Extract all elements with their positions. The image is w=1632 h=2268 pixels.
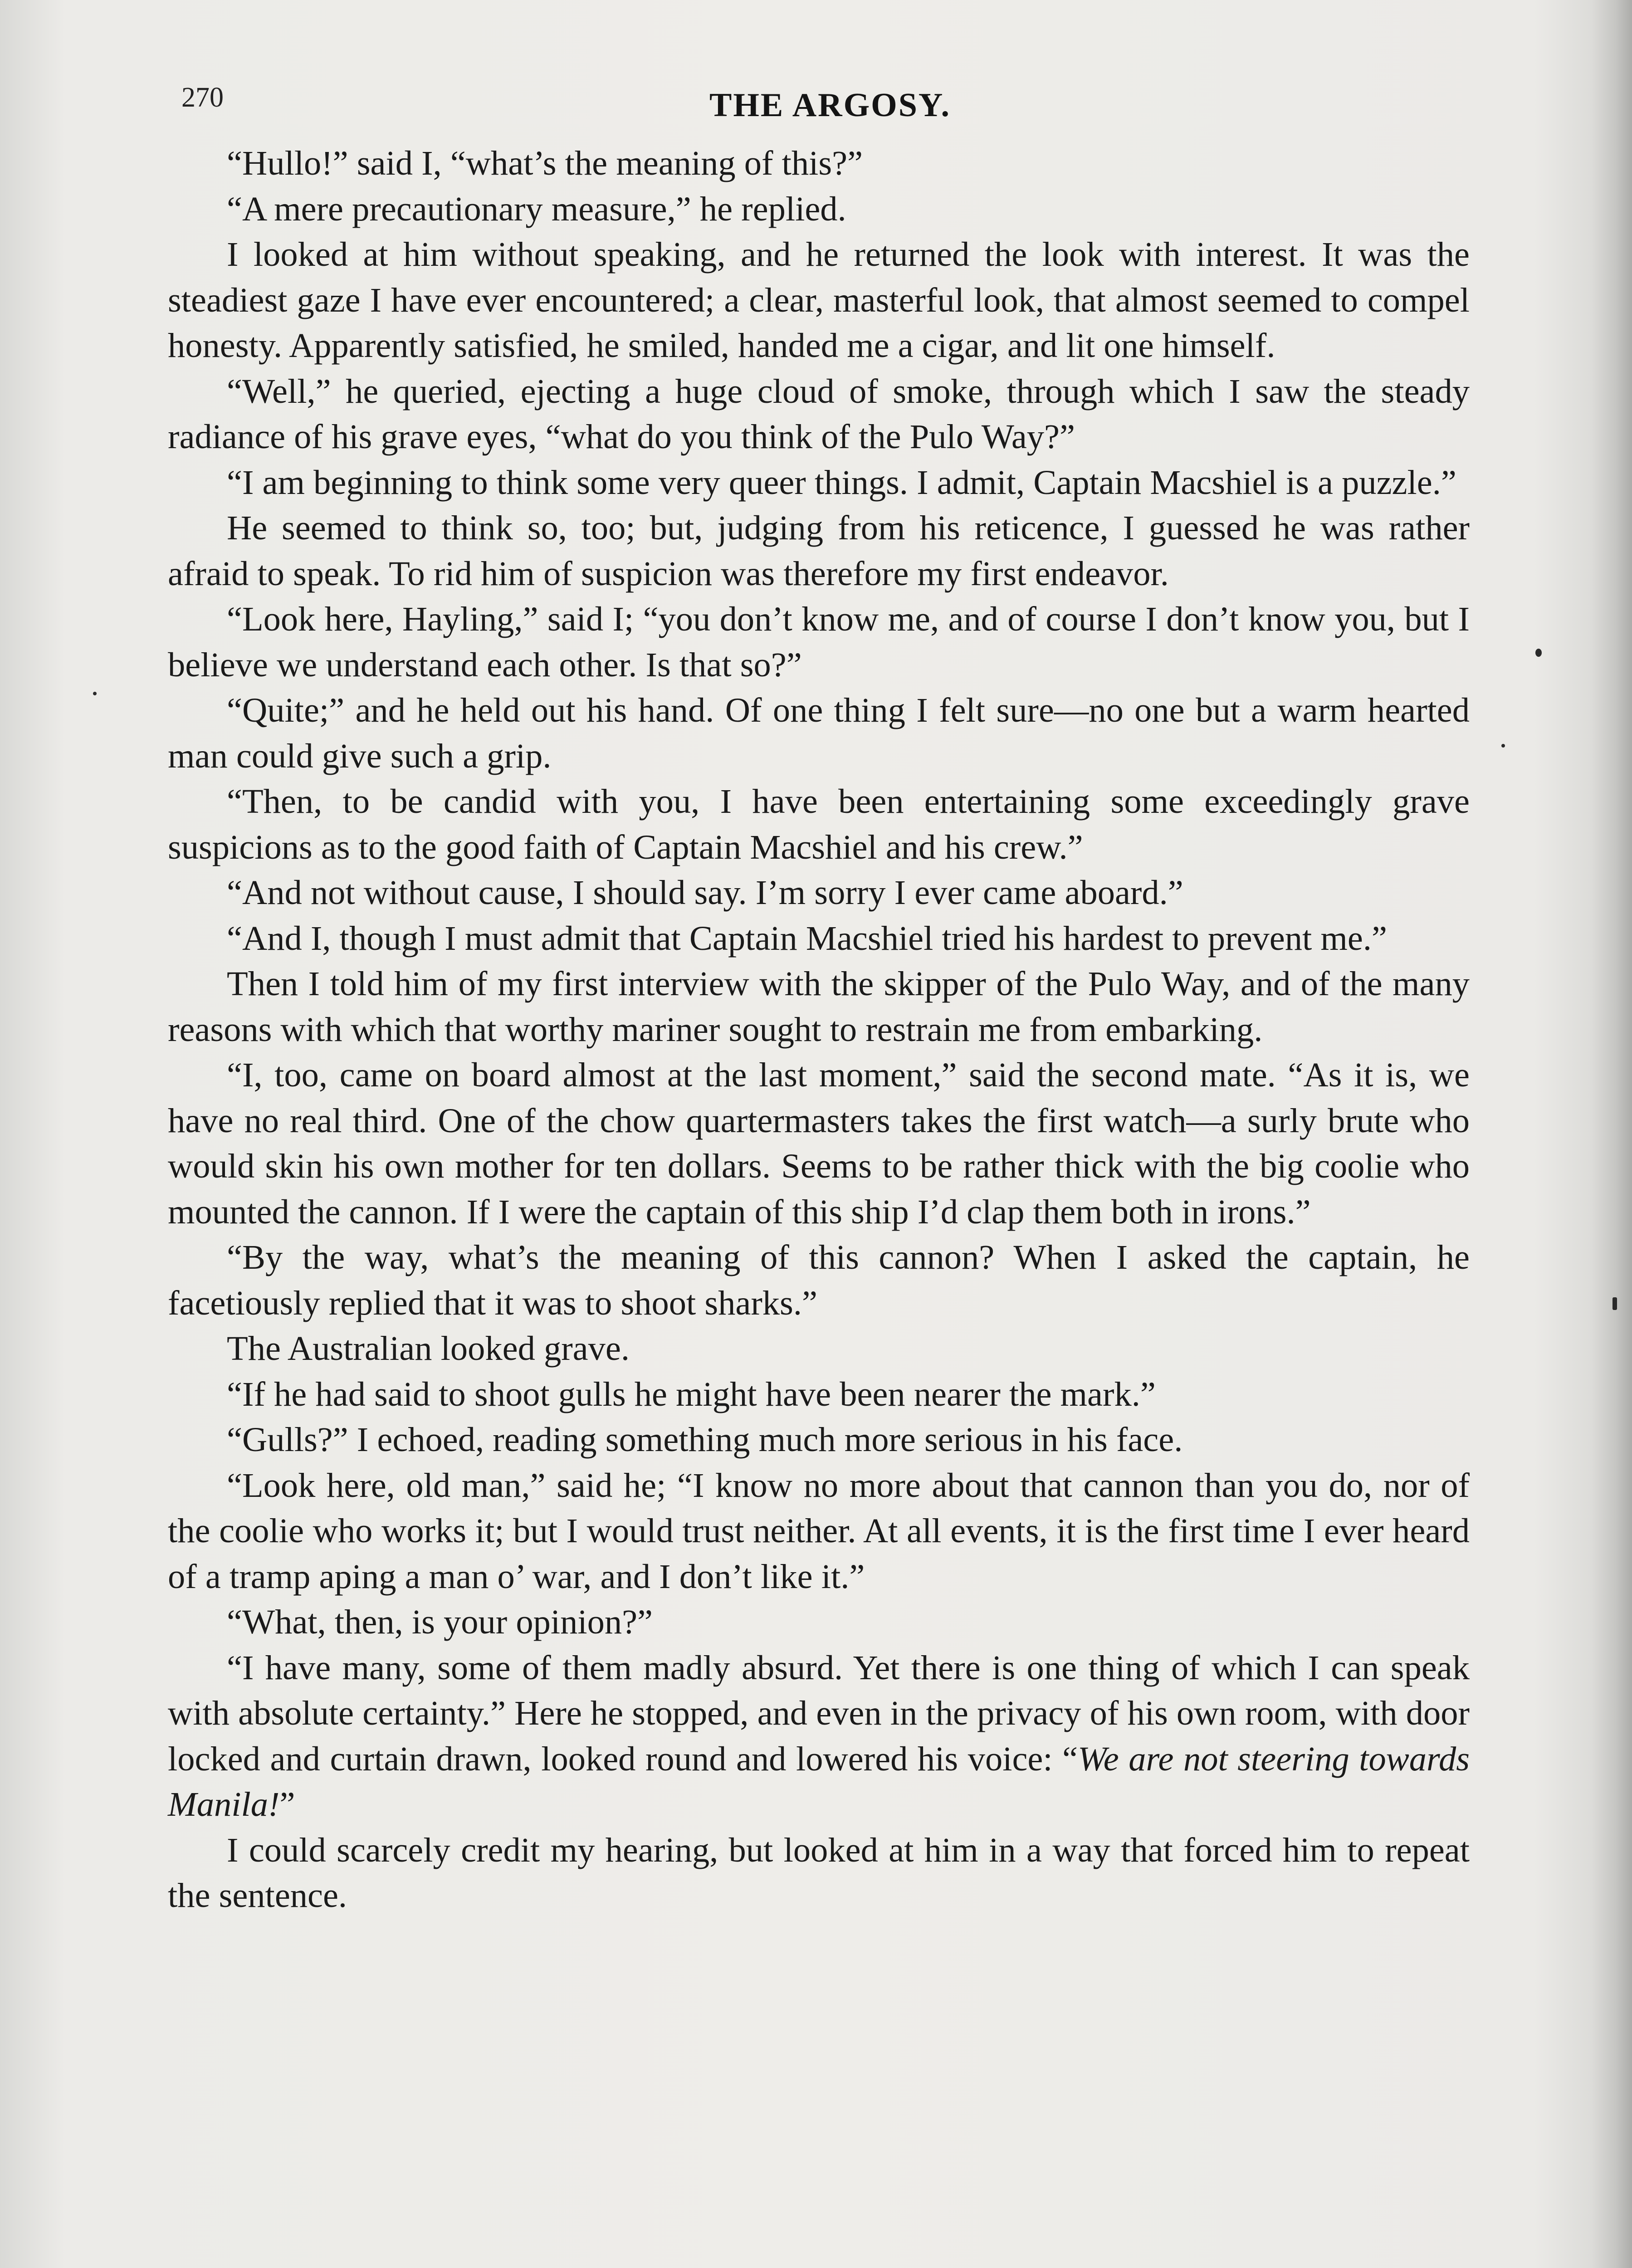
paragraph: The Australian looked grave. [227, 1329, 630, 1368]
paragraph: “Quite;” and he held out his hand. Of one thing I felt sure—no one but a warm hearted man could give such a grip. [168, 691, 1470, 775]
opinion-lead: “I have many, some of them madly absurd. Yet there is one thing of which I can speak with absolute certainty.” Here he stopped, and even in the privacy of his own room, with door locked and curtain drawn, looked round and lowered his voice: “ [168, 1648, 1470, 1778]
paragraph: “And I, though I must admit that Captain Macshiel tried his hardest to prevent me.” [227, 919, 1387, 958]
paragraph: “If he had said to shoot gulls he might have been nearer the mark.” [227, 1374, 1156, 1413]
paragraph: Then I told him of my first interview with the skipper of the Pulo Way, and of the many reasons with which that worthy mariner sought to restrain me from embarking. [168, 964, 1470, 1049]
paragraph: I could scarcely credit my hearing, but looked at him in a way that forced him to repeat the sentence. [168, 1830, 1470, 1915]
paragraph: “Hullo!” said I, “what’s the meaning of this?” [227, 144, 863, 182]
paragraph: He seemed to think so, too; but, judging from his reticence, I guessed he was rather afraid to speak. To rid him of suspicion was therefore my first endeavor. [168, 508, 1470, 593]
ink-speck [93, 692, 97, 695]
opinion-tail: ” [279, 1785, 295, 1823]
paragraph: “What, then, is your opinion?” [227, 1603, 653, 1641]
paragraph: “Gulls?” I echoed, reading something much more serious in his face. [227, 1420, 1183, 1459]
paragraph: “Look here, Hayling,” said I; “you don’t know me, and of course I don’t know you, but I believe we understand each other. Is that so?” [168, 600, 1470, 684]
paragraph: “Well,” he queried, ejecting a huge cloud of smoke, through which I saw the steady radiance of his grave eyes, “what do you think of the Pulo Way?” [168, 371, 1470, 456]
ink-speck [1535, 649, 1542, 657]
body-text [168, 141, 1470, 1919]
paragraph: “And not without cause, I should say. I’m sorry I ever came aboard.” [227, 873, 1183, 912]
paragraph: I looked at him without speaking, and he returned the look with interest. It was the steadiest gaze I have ever encountered; a clear, masterful look, that almost seemed to compel honesty. Apparently satisfied, he smiled, handed me a cigar, and lit one himself. [168, 235, 1470, 365]
ink-speck [1612, 1297, 1617, 1310]
page-header [181, 77, 1479, 127]
ink-speck [1501, 744, 1505, 748]
paragraph: “A mere precautionary measure,” he replied. [227, 189, 846, 228]
page-edge-shadow [1591, 0, 1632, 2268]
paragraph: “I am beginning to think some very queer things. I admit, Captain Macshiel is a puzzle.” [227, 463, 1456, 502]
paragraph: “Look here, old man,” said he; “I know no more about that cannon than you do, nor of the coolie who works it; but I would trust neither. At all events, it is the first time I ever heard of a tramp aping a man o’ war, and I don’t like it.” [168, 1466, 1470, 1596]
paragraph: “Then, to be candid with you, I have been entertaining some exceedingly grave suspicions as to the good faith of Captain Macshiel and his crew.” [168, 782, 1470, 866]
running-head: THE ARGOSY. [709, 87, 951, 124]
paragraph-opinion [168, 1645, 1470, 1828]
paragraph: “I, too, came on board almost at the last moment,” said the second mate. “As it is, we have no real third. One of the chow quartermasters takes the first watch—a surly brute who would skin his own mother for ten dollars. Seems to be rather thick with the big coolie who mounted the cannon. If I were the captain of this ship I’d clap them both in irons.” [168, 1056, 1470, 1231]
page-number: 270 [181, 82, 224, 113]
paragraph: “By the way, what’s the meaning of this cannon? When I asked the captain, he facetiously replied that it was to shoot sharks.” [168, 1238, 1470, 1322]
opinion-italic: We are not steering towards Manila! [168, 1739, 1470, 1823]
